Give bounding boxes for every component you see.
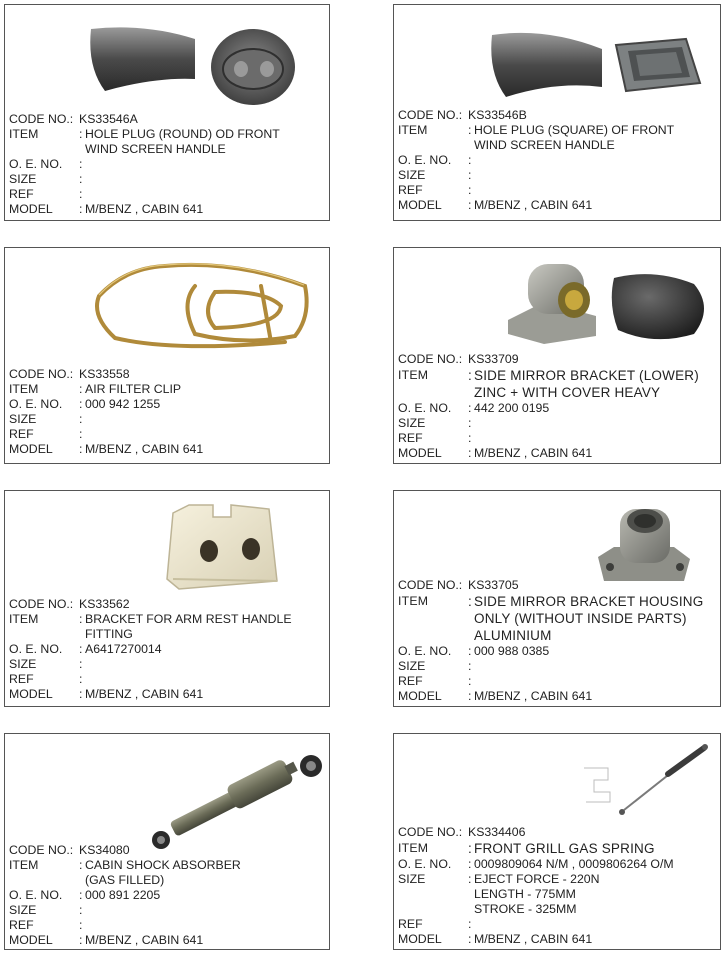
code-value: KS33705 xyxy=(468,578,519,592)
size-row: SIZE : xyxy=(398,416,718,431)
product-card-ks33709 xyxy=(393,247,721,464)
oe-label: O. E. NO. xyxy=(398,857,452,871)
model-row: MODEL : M/BENZ , CABIN 641 xyxy=(9,933,327,948)
oe-value: 000 891 2205 xyxy=(85,888,161,902)
code-label: CODE NO.: xyxy=(9,597,74,611)
oe-row: O. E. NO. : A6417270014 xyxy=(9,642,327,657)
ref-value xyxy=(85,427,327,442)
ref-value xyxy=(474,917,718,932)
model-row: MODEL : M/BENZ , CABIN 641 xyxy=(9,202,327,217)
size-value: EJECT FORCE - 220N LENGTH - 775MM STROKE - 325MM xyxy=(474,872,600,916)
oe-label: O. E. NO. xyxy=(9,397,63,411)
size-label: SIZE xyxy=(398,872,426,886)
ref-label: REF xyxy=(398,431,423,445)
ref-value xyxy=(85,918,327,933)
product-card-ks34080 xyxy=(4,733,330,950)
item-label: ITEM xyxy=(398,594,429,608)
item-row: ITEM : BRACKET FOR ARM REST HANDLE FITTING xyxy=(9,612,327,642)
model-row: MODEL : M/BENZ , CABIN 641 xyxy=(398,932,718,947)
size-value xyxy=(474,168,718,183)
size-value xyxy=(85,657,327,672)
shock-absorber-image xyxy=(145,742,325,852)
ref-row: REF : xyxy=(9,427,327,442)
oe-value xyxy=(474,153,718,168)
item-value: HOLE PLUG (ROUND) OD FRONT WIND SCREEN HANDLE xyxy=(85,127,280,156)
oe-label: O. E. NO. xyxy=(9,642,63,656)
code-row xyxy=(9,597,327,612)
code-value: KS33546B xyxy=(468,108,527,122)
ref-row: REF : xyxy=(9,918,327,933)
code-row xyxy=(9,112,327,127)
item-row: ITEM : AIR FILTER CLIP xyxy=(9,382,327,397)
ref-label: REF xyxy=(9,672,34,686)
size-label: SIZE xyxy=(398,168,426,182)
ref-row: REF : xyxy=(398,183,718,198)
code-value: KS33558 xyxy=(79,367,130,381)
code-label: CODE NO.: xyxy=(398,578,463,592)
ref-label: REF xyxy=(9,427,34,441)
model-value: M/BENZ , CABIN 641 xyxy=(85,442,204,456)
item-label: ITEM xyxy=(9,858,39,872)
model-label: MODEL xyxy=(9,933,53,947)
product-card-ks33705 xyxy=(393,490,721,707)
size-row: SIZE : xyxy=(9,903,327,918)
product-card-ks33546b xyxy=(393,4,721,221)
hole-plug-square-image xyxy=(486,19,716,109)
oe-row: O. E. NO. : xyxy=(9,157,327,172)
item-value: CABIN SHOCK ABSORBER (GAS FILLED) xyxy=(85,858,241,887)
model-row: MODEL : M/BENZ , CABIN 641 xyxy=(398,446,718,461)
size-label: SIZE xyxy=(9,903,37,917)
item-label: ITEM xyxy=(9,382,39,396)
gas-spring-image xyxy=(580,740,710,820)
item-value: BRACKET FOR ARM REST HANDLE FITTING xyxy=(85,612,292,641)
item-value: FRONT GRILL GAS SPRING xyxy=(474,841,655,856)
ref-value xyxy=(474,183,718,198)
code-value: KS33709 xyxy=(468,352,519,366)
model-label: MODEL xyxy=(9,687,53,701)
oe-value: 000 942 1255 xyxy=(85,397,161,411)
item-value: HOLE PLUG (SQUARE) OF FRONT WIND SCREEN HANDLE xyxy=(474,123,675,152)
item-row: ITEM : SIDE MIRROR BRACKET (LOWER) ZINC + WITH COVER HEAVY xyxy=(398,367,718,401)
size-row: SIZE : xyxy=(398,659,718,674)
wire-clip-image xyxy=(85,256,315,356)
model-label: MODEL xyxy=(398,446,442,460)
oe-label: O. E. NO. xyxy=(9,157,63,171)
code-label: CODE NO.: xyxy=(398,108,463,122)
size-value xyxy=(85,903,327,918)
product-card-ks33558 xyxy=(4,247,330,464)
ref-label: REF xyxy=(398,183,423,197)
code-value: KS334406 xyxy=(468,825,526,839)
model-row: MODEL : M/BENZ , CABIN 641 xyxy=(9,442,327,457)
model-value: M/BENZ , CABIN 641 xyxy=(474,932,593,946)
oe-row: O. E. NO. : 0009809064 N/M , 0009806264 O/M xyxy=(398,857,718,872)
oe-value: 0009809064 N/M , 0009806264 O/M xyxy=(474,857,674,871)
oe-value xyxy=(85,157,327,172)
model-label: MODEL xyxy=(9,442,53,456)
code-row xyxy=(398,108,718,123)
code-label: CODE NO.: xyxy=(9,112,74,126)
ref-label: REF xyxy=(398,917,423,931)
oe-value: 442 200 0195 xyxy=(474,401,550,415)
code-row xyxy=(9,367,327,382)
size-label: SIZE xyxy=(9,412,37,426)
ref-row: REF : xyxy=(9,187,327,202)
oe-label: O. E. NO. xyxy=(398,644,452,658)
model-value: M/BENZ , CABIN 641 xyxy=(474,689,593,703)
mirror-bracket-image xyxy=(504,258,714,348)
oe-value: A6417270014 xyxy=(85,642,162,656)
size-label: SIZE xyxy=(398,659,426,673)
model-row: MODEL : M/BENZ , CABIN 641 xyxy=(398,198,718,213)
oe-row: O. E. NO. : 000 891 2205 xyxy=(9,888,327,903)
item-row: ITEM : FRONT GRILL GAS SPRING xyxy=(398,840,718,857)
item-row: ITEM : CABIN SHOCK ABSORBER (GAS FILLED) xyxy=(9,858,327,888)
model-label: MODEL xyxy=(398,689,442,703)
oe-label: O. E. NO. xyxy=(398,153,452,167)
size-label: SIZE xyxy=(398,416,426,430)
ref-value xyxy=(474,674,718,689)
code-value: KS33562 xyxy=(79,597,130,611)
product-card-ks33546a xyxy=(4,4,330,221)
code-label: CODE NO.: xyxy=(398,825,463,839)
oe-row: O. E. NO. : xyxy=(398,153,718,168)
plastic-bracket-image xyxy=(159,499,289,595)
model-label: MODEL xyxy=(398,198,442,212)
size-row: SIZE : xyxy=(9,657,327,672)
code-label: CODE NO.: xyxy=(398,352,463,366)
oe-label: O. E. NO. xyxy=(9,888,63,902)
product-card-ks33562 xyxy=(4,490,330,707)
model-row: MODEL : M/BENZ , CABIN 641 xyxy=(398,689,718,704)
code-value: KS33546A xyxy=(79,112,138,126)
model-value: M/BENZ , CABIN 641 xyxy=(474,446,593,460)
model-value: M/BENZ , CABIN 641 xyxy=(85,202,204,216)
item-value: AIR FILTER CLIP xyxy=(85,382,182,396)
code-row xyxy=(9,843,327,858)
item-label: ITEM xyxy=(398,841,429,855)
item-value: SIDE MIRROR BRACKET HOUSING ONLY (WITHOUT INSIDE PARTS) ALUMINIUM xyxy=(474,594,704,643)
oe-row: O. E. NO. : 000 988 0385 xyxy=(398,644,718,659)
oe-row: O. E. NO. : 000 942 1255 xyxy=(9,397,327,412)
size-row: SIZE : EJECT FORCE - 220N LENGTH - 775MM STROKE - 325MM xyxy=(398,872,718,917)
ref-label: REF xyxy=(9,918,34,932)
item-label: ITEM xyxy=(9,127,39,141)
size-value xyxy=(474,416,718,431)
model-row: MODEL : M/BENZ , CABIN 641 xyxy=(9,687,327,702)
oe-row: O. E. NO. : 442 200 0195 xyxy=(398,401,718,416)
oe-label: O. E. NO. xyxy=(398,401,452,415)
code-label: CODE NO.: xyxy=(9,367,74,381)
ref-value xyxy=(474,431,718,446)
size-value xyxy=(85,412,327,427)
ref-row: REF : xyxy=(398,674,718,689)
code-label: CODE NO.: xyxy=(9,843,74,857)
model-value: M/BENZ , CABIN 641 xyxy=(85,933,204,947)
item-value: SIDE MIRROR BRACKET (LOWER) ZINC + WITH COVER HEAVY xyxy=(474,368,699,400)
model-value: M/BENZ , CABIN 641 xyxy=(85,687,204,701)
product-card-ks334406 xyxy=(393,733,721,950)
size-label: SIZE xyxy=(9,657,37,671)
item-row: ITEM : SIDE MIRROR BRACKET HOUSING ONLY (WITHOUT INSIDE PARTS) ALUMINIUM xyxy=(398,593,718,644)
size-row: SIZE : xyxy=(9,412,327,427)
model-value: M/BENZ , CABIN 641 xyxy=(474,198,593,212)
item-label: ITEM xyxy=(398,368,429,382)
model-label: MODEL xyxy=(9,202,53,216)
size-row: SIZE : xyxy=(398,168,718,183)
size-value xyxy=(474,659,718,674)
code-row xyxy=(398,578,718,593)
size-label: SIZE xyxy=(9,172,37,186)
code-row xyxy=(398,825,718,840)
ref-row: REF : xyxy=(398,917,718,932)
ref-value xyxy=(85,187,327,202)
item-label: ITEM xyxy=(9,612,39,626)
item-row: ITEM : HOLE PLUG (SQUARE) OF FRONT WIND SCREEN HANDLE xyxy=(398,123,718,153)
item-label: ITEM xyxy=(398,123,428,137)
ref-row: REF : xyxy=(9,672,327,687)
model-label: MODEL xyxy=(398,932,442,946)
ref-label: REF xyxy=(398,674,423,688)
hole-plug-round-image xyxy=(85,19,305,109)
size-value xyxy=(85,172,327,187)
oe-value: 000 988 0385 xyxy=(474,644,550,658)
code-row xyxy=(398,352,718,367)
size-row: SIZE : xyxy=(9,172,327,187)
ref-row: REF : xyxy=(398,431,718,446)
item-row: ITEM : HOLE PLUG (ROUND) OD FRONT WIND SCREEN HANDLE xyxy=(9,127,327,157)
code-value: KS34080 xyxy=(79,843,130,857)
ref-label: REF xyxy=(9,187,34,201)
bracket-housing-image xyxy=(594,501,694,585)
ref-value xyxy=(85,672,327,687)
